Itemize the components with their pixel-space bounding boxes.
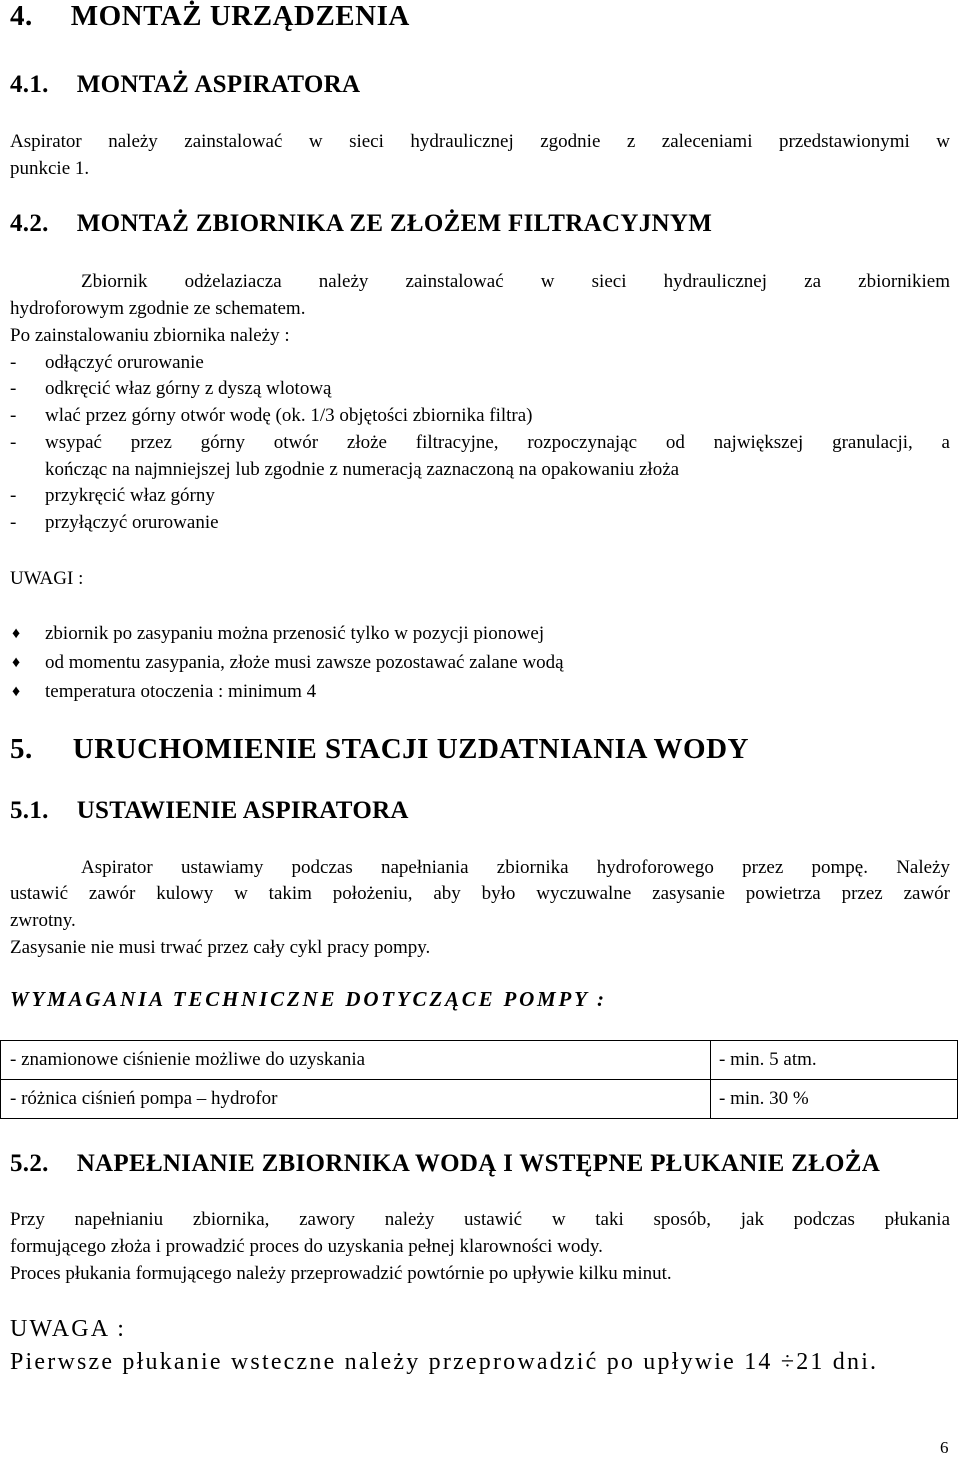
- paragraph-line: Zasysanie nie musi trwać przez cały cykl pracy pompy.: [10, 937, 431, 958]
- table-cell-label: - znamionowe ciśnienie możliwe do uzyskania: [1, 1041, 711, 1080]
- paragraph-line: Przy napełnianiu zbiornika, zawory należy ustawić w taki sposób, jak podczas płukania: [10, 1209, 950, 1230]
- paragraph-line: Po zainstalowaniu zbiornika należy :: [10, 325, 290, 346]
- paragraph-line: Zbiornik odżelaziacza należy zainstalować w sieci hydraulicznej za zbiornikiem: [81, 271, 950, 292]
- list-item-continuation: kończąc na najmniejszej lub zgodnie z numeracją zaznaczoną na opakowaniu złoża: [45, 459, 680, 480]
- section-number: 5.: [10, 733, 33, 765]
- section-5-heading: [10, 733, 749, 766]
- dash-marker: -: [10, 485, 17, 506]
- list-item: - przyłączyć orurowanie: [0, 510, 960, 537]
- paragraph-line: zwrotny.: [10, 910, 76, 931]
- uwagi-label: UWAGI :: [10, 568, 84, 589]
- dash-marker: -: [10, 432, 17, 453]
- paragraph-line: ustawić zawór kulowy w takim położeniu, aby było wyczuwalne zasysanie powietrza przez zawór: [10, 883, 950, 904]
- subsection-number: 4.2.: [10, 210, 49, 237]
- subsection-number: 4.1.: [10, 71, 49, 98]
- subsection-title: NAPEŁNIANIE ZBIORNIKA WODĄ I WSTĘPNE PŁUKANIE ZŁOŻA: [76, 1150, 881, 1177]
- paragraph-line: Aspirator należy zainstalować w sieci hydraulicznej zgodnie z zaleceniami przedstawionymi w: [10, 131, 950, 152]
- dash-marker: -: [10, 512, 17, 533]
- list-item: - wlać przez górny otwór wodę (ok. 1/3 objętości zbiornika filtra): [0, 403, 960, 430]
- steps-list: [0, 350, 960, 537]
- uwaga-text: Pierwsze płukanie wsteczne należy przeprowadzić po upływie 14 ÷21 dni.: [10, 1349, 879, 1375]
- table-row: [1, 1041, 958, 1080]
- paragraph-line: formującego złoża i prowadzić proces do uzyskania pełnej klarowności wody.: [10, 1236, 603, 1257]
- paragraph-line: punkcie 1.: [10, 158, 90, 179]
- list-item: - wsypać przez górny otwór złoże filtracyjne, rozpoczynając od największej granulacji, a: [0, 430, 960, 457]
- dash-marker: -: [10, 378, 17, 399]
- diamond-bullet-icon: ♦: [12, 654, 21, 671]
- subsection-number: 5.2.: [10, 1150, 49, 1177]
- subsection-number: 5.1.: [10, 797, 49, 824]
- subsection-title: USTAWIENIE ASPIRATORA: [76, 797, 409, 824]
- section-number: 4.: [10, 0, 33, 32]
- paragraph-line: hydroforowym zgodnie ze schematem.: [10, 298, 306, 319]
- subsection-title: MONTAŻ ASPIRATORA: [76, 71, 361, 98]
- requirements-title: WYMAGANIA TECHNICZNE DOTYCZĄCE POMPY :: [10, 987, 607, 1011]
- dash-marker: -: [10, 352, 17, 373]
- diamond-bullet-icon: ♦: [12, 683, 21, 700]
- list-item: - odkręcić właz górny z dyszą wlotową: [0, 376, 960, 403]
- subsection-5-1-heading: [10, 797, 409, 825]
- paragraph-line: Proces płukania formującego należy przeprowadzić powtórnie po upływie kilku minut.: [10, 1263, 672, 1284]
- section-4-heading: [10, 0, 410, 33]
- list-item: ♦ od momentu zasypania, złoże musi zawsze pozostawać zalane wodą: [0, 650, 960, 679]
- list-item: - przykręcić właz górny: [0, 483, 960, 510]
- notes-list: [0, 621, 960, 708]
- table-cell-value: - min. 30 %: [711, 1080, 958, 1119]
- requirements-table: [0, 1040, 958, 1119]
- subsection-5-2-heading: [10, 1150, 880, 1178]
- list-item: ♦ zbiornik po zasypaniu można przenosić tylko w pozycji pionowej: [0, 621, 960, 650]
- section-title: MONTAŻ URZĄDZENIA: [70, 0, 410, 32]
- diamond-bullet-icon: ♦: [12, 625, 21, 642]
- list-item: - odłączyć orurowanie: [0, 350, 960, 376]
- paragraph-line: Aspirator ustawiamy podczas napełniania zbiornika hydroforowego przez pompę. Należy: [81, 857, 950, 878]
- subsection-4-1-heading: [10, 71, 360, 99]
- list-item: ♦ temperatura otoczenia : minimum 4: [0, 679, 960, 708]
- section-title: URUCHOMIENIE STACJI UZDATNIANIA WODY: [72, 733, 749, 765]
- page-number: 6: [940, 1438, 949, 1457]
- subsection-4-2-heading: [10, 210, 712, 238]
- subsection-title: MONTAŻ ZBIORNIKA ZE ZŁOŻEM FILTRACYJNYM: [76, 210, 713, 237]
- dash-marker: -: [10, 405, 17, 426]
- table-cell-value: - min. 5 atm.: [711, 1041, 958, 1080]
- table-row: [1, 1080, 958, 1119]
- table-cell-label: - różnica ciśnień pompa – hydrofor: [1, 1080, 711, 1119]
- uwaga-label: UWAGA :: [10, 1316, 127, 1342]
